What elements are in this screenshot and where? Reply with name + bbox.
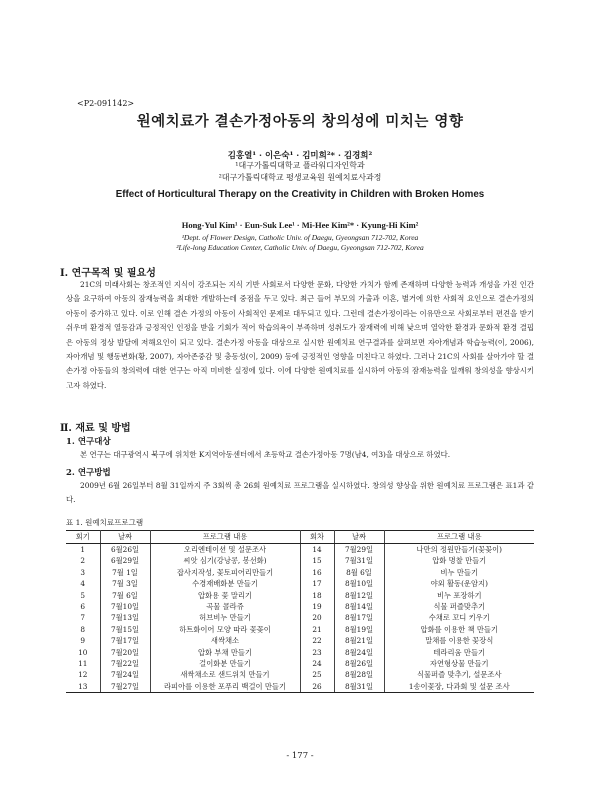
subsection-2-text: 2009년 6월 26일부터 8월 31일까지 주 3회씩 총 26회 원예치료 프로그램을 실시하였다. 창의성 향상을 위한 원예치료 프로그램은 표1과 같다. [66, 481, 534, 505]
subsection-2-heading: 2. 연구방법 [66, 468, 111, 478]
table-row [66, 555, 534, 566]
section-1-heading: Ⅰ. 연구목적 및 필요성 [60, 268, 156, 279]
subsection-2-body [66, 479, 534, 508]
session-cell: 8 [66, 624, 100, 635]
subsection-1-heading: 1. 연구대상 [66, 437, 111, 447]
section-1-text: 21C의 미래사회는 창조적인 지식이 강조되는 지식 기반 사회로서 다양한 문화, 다양한 가치가 함께 존재하며 다양한 능력과 개성을 가진 인간상을 요구하여 아동의 잠재능력을 최대한 개발하는데 중점을 두고 있다. 최근 들어 부모의 가출과 이혼, 별거에 의한 사회적 요인으로 결손가정의 아동이 증가하고 있다. 이로 인해 결손 가정의 아동이 사회적인 문제로 대두되고 있다. 그런데 결손가정이라는 이유만으로 사회로부터 편견을 받기 쉬우며 환경적 열등감과 긍정적인 인정을 받을 기회가 적어 학습의욕이 부족하며 성취도가 잠재력에 비해 낮으며 열악한 환경과 문화적 환경 결핍은 아동의 정상 발달에 저해요인이 되고 있다. 결손가정 아동을 대상으로 실시한 원예치료 연구결과를 살펴보면 자아개념과 학습능력(이, 2006), 자아개념 및 행동변화(황, 2007), 자아존중감 및 충동성(이, 2009) 등에 긍정적인 영향을 미친다고 하였다. 그러나 21C의 사회를 살아가야 할 결손가정 아동들의 창의력에 대한 연구는 아직 미비한 실정에 있다. 이에 다양한 원예치료를 실시하여 아동의 잠재능력을 일깨워 창의성을 향상시키고자 하였다. [66, 280, 534, 390]
content-cell: 나만의 정원만들기(꽃꽂이) [384, 544, 534, 556]
subsection-1-text: 본 연구는 대구광역시 북구에 위치한 K지역아동센터에서 초등학교 결손가정아동 7명(남4, 여3)을 대상으로 하였다. [80, 450, 451, 459]
table-row [66, 635, 534, 646]
date-cell: 8월 6일 [334, 567, 384, 578]
date-cell: 8월26일 [334, 658, 384, 669]
session-cell: 26 [300, 681, 334, 693]
content-cell: 오리엔테이션 및 설문조사 [150, 544, 300, 556]
session-cell: 7 [66, 612, 100, 623]
session-cell: 20 [300, 612, 334, 623]
date-cell: 7월27일 [100, 681, 150, 693]
content-cell: 씨앗 심기(강낭콩, 봉선화) [150, 555, 300, 566]
date-cell: 7월24일 [100, 669, 150, 680]
session-cell: 18 [300, 590, 334, 601]
date-cell: 8월31일 [334, 681, 384, 693]
content-cell: 식물퍼즐 맞추기, 설문조사 [384, 669, 534, 680]
session-cell: 14 [300, 544, 334, 556]
table-header-row [66, 531, 534, 544]
date-cell: 8월28일 [334, 669, 384, 680]
content-cell: 라피아를 이용한 포푸리 백걸이 만들기 [150, 681, 300, 693]
table-row [66, 624, 534, 635]
date-cell: 6월26일 [100, 544, 150, 556]
date-cell: 7월22일 [100, 658, 150, 669]
session-cell: 2 [66, 555, 100, 566]
date-cell: 7월17일 [100, 635, 150, 646]
header-content: 프로그램 내용 [150, 531, 300, 544]
paper-title: 원예치료가 결손가정아동의 창의성에 미치는 영향 [136, 113, 464, 130]
table-row [66, 567, 534, 578]
content-cell: 잡사지작성, 꽃토피어리만들기 [150, 567, 300, 578]
content-cell: 1송이꽃장, 다과회 및 설문 조사 [384, 681, 534, 693]
content-cell: 압화 부채 만들기 [150, 647, 300, 658]
subsection-1-body [66, 448, 534, 462]
session-cell: 17 [300, 578, 334, 589]
date-cell: 8월12일 [334, 590, 384, 601]
header-session: 회기 [66, 531, 100, 544]
date-cell: 8월21일 [334, 635, 384, 646]
content-cell: 수경재배화분 만들기 [150, 578, 300, 589]
table-row [66, 669, 534, 680]
content-cell: 하트화이어 모양 따라 꽃꽂이 [150, 624, 300, 635]
session-cell: 4 [66, 578, 100, 589]
table-caption: 표 1. 원예치료프로그램 [66, 518, 144, 527]
date-cell: 8월17일 [334, 612, 384, 623]
section-1-body [66, 278, 534, 393]
content-cell: 테라리움 만들기 [384, 647, 534, 658]
affiliation-1: ¹대구가톨릭대학교 플라워디자인학과 [235, 161, 365, 170]
table-row [66, 590, 534, 601]
session-cell: 3 [66, 567, 100, 578]
page-number: - 177 - [286, 751, 314, 761]
header-date: 날짜 [100, 531, 150, 544]
content-cell: 허브비누 만들기 [150, 612, 300, 623]
affiliation-2: ²대구가톨릭대학교 평생교육원 원예치료사과정 [218, 173, 382, 182]
authors: 김홍열¹ · 이은숙¹ · 김미희²* · 김경희² [227, 151, 373, 161]
table-row [66, 578, 534, 589]
date-cell: 7월 3일 [100, 578, 150, 589]
content-cell: 압화 명찰 만들기 [384, 555, 534, 566]
english-affiliation-2: ²Life-long Education Center, Catholic Univ. of Daegu, Gyeongsan 712-702, Korea [176, 243, 424, 252]
content-cell: 수채로 꼬디 키우기 [384, 612, 534, 623]
content-cell: 압화용 꽃 말리기 [150, 590, 300, 601]
content-cell: 압화를 이용한 책 만들기 [384, 624, 534, 635]
table-row [66, 681, 534, 693]
english-affiliation-1: ¹Dept. of Flower Design, Catholic Univ. of Daegu, Gyeongsan 712-702, Korea [181, 233, 419, 242]
table-row [66, 658, 534, 669]
header-content: 프로그램 내용 [384, 531, 534, 544]
content-cell: 비누 만들기 [384, 567, 534, 578]
date-cell: 8월24일 [334, 647, 384, 658]
session-cell: 25 [300, 669, 334, 680]
date-cell: 7월15일 [100, 624, 150, 635]
session-cell: 21 [300, 624, 334, 635]
session-cell: 13 [66, 681, 100, 693]
content-cell: 자연형상물 만들기 [384, 658, 534, 669]
table-row [66, 647, 534, 658]
section-2-heading: Ⅱ. 재료 및 방법 [60, 423, 131, 434]
header-date: 날짜 [334, 531, 384, 544]
date-cell: 7월 1일 [100, 567, 150, 578]
date-cell: 8월19일 [334, 624, 384, 635]
session-cell: 15 [300, 555, 334, 566]
session-cell: 10 [66, 647, 100, 658]
session-cell: 9 [66, 635, 100, 646]
session-cell: 12 [66, 669, 100, 680]
date-cell: 7월10일 [100, 601, 150, 612]
date-cell: 7월20일 [100, 647, 150, 658]
date-cell: 8월14일 [334, 601, 384, 612]
content-cell: 비누 포장하기 [384, 590, 534, 601]
date-cell: 7월 6일 [100, 590, 150, 601]
session-cell: 22 [300, 635, 334, 646]
session-cell: 6 [66, 601, 100, 612]
session-cell: 16 [300, 567, 334, 578]
content-cell: 새싹채소 [150, 635, 300, 646]
program-table [66, 530, 534, 693]
date-cell: 7월31일 [334, 555, 384, 566]
content-cell: 곡물 콜라쥬 [150, 601, 300, 612]
date-cell: 7월29일 [334, 544, 384, 556]
content-cell: 말채를 이용한 꽃장식 [384, 635, 534, 646]
table-row [66, 612, 534, 623]
content-cell: 걸이화분 만들기 [150, 658, 300, 669]
session-cell: 11 [66, 658, 100, 669]
content-cell: 새싹채소로 샌드위치 만들기 [150, 669, 300, 680]
session-cell: 19 [300, 601, 334, 612]
english-authors: Hong-Yul Kim¹ · Eun-Suk Lee¹ · Mi-Hee Kim²* · Kyung-Hi Kim² [181, 220, 419, 230]
session-cell: 24 [300, 658, 334, 669]
english-title: Effect of Horticultural Therapy on the Creativity in Children with Broken Homes [115, 189, 485, 200]
content-cell: 야외 활동(운암지) [384, 578, 534, 589]
session-cell: 1 [66, 544, 100, 556]
header-session: 회차 [300, 531, 334, 544]
session-cell: 23 [300, 647, 334, 658]
date-cell: 6월29일 [100, 555, 150, 566]
session-cell: 5 [66, 590, 100, 601]
paper-code: <P2-091142> [77, 99, 135, 108]
date-cell: 8월10일 [334, 578, 384, 589]
date-cell: 7월13일 [100, 612, 150, 623]
table-row [66, 601, 534, 612]
content-cell: 식물 퍼즐맞추기 [384, 601, 534, 612]
table-row [66, 544, 534, 556]
